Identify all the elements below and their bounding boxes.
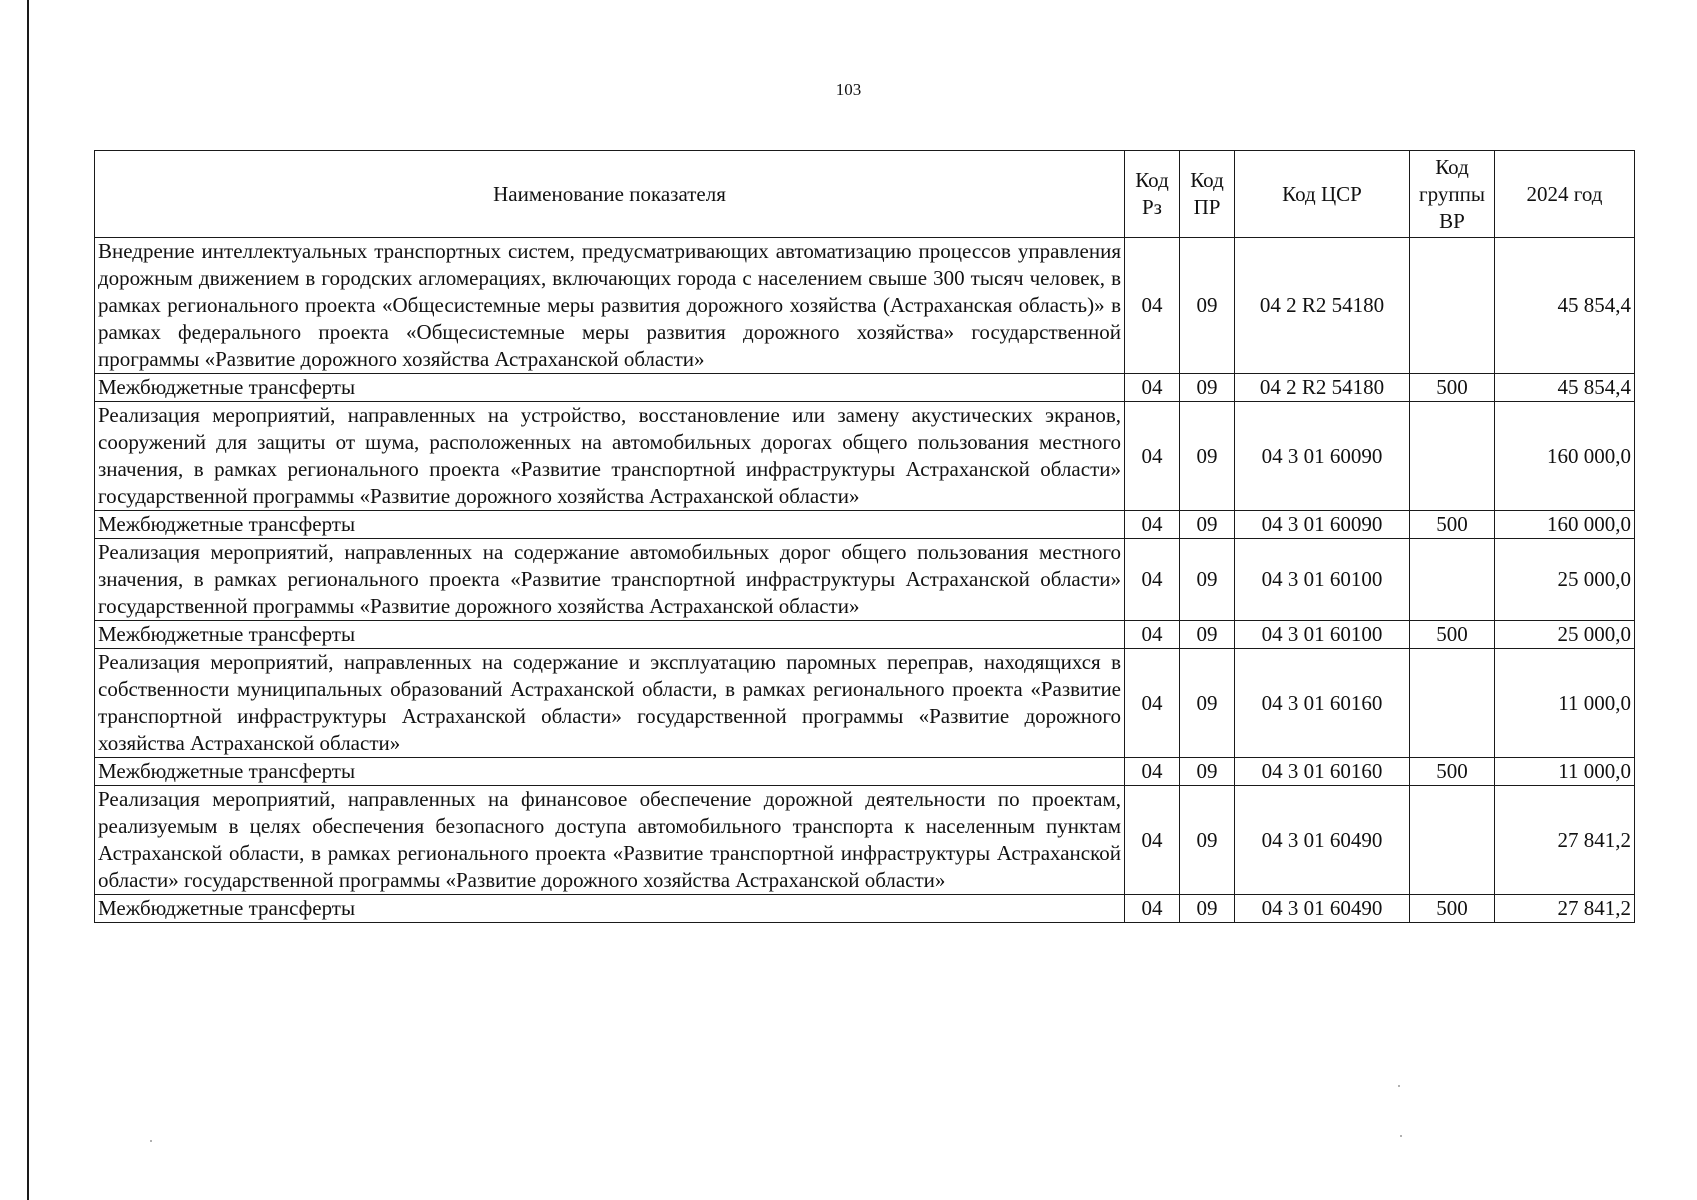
row-name: Реализация мероприятий, направленных на содержание автомобильных дорог общего пользования местного значения, в рамках регионального проекта «Развитие транспортной инфраструктуры Астраханской области» государственной программы «Развитие дорожного хозяйства Астраханской области» (95, 539, 1125, 621)
row-pr: 09 (1180, 539, 1235, 621)
scan-speck (150, 1140, 152, 1142)
row-vr (1410, 539, 1495, 621)
row-name: Межбюджетные трансферты (95, 895, 1125, 923)
row-amount: 27 841,2 (1495, 786, 1635, 895)
row-rz: 04 (1125, 374, 1180, 402)
row-amount: 27 841,2 (1495, 895, 1635, 923)
row-csr: 04 3 01 60490 (1235, 786, 1410, 895)
row-pr: 09 (1180, 895, 1235, 923)
row-csr: 04 3 01 60160 (1235, 649, 1410, 758)
row-csr: 04 3 01 60100 (1235, 621, 1410, 649)
row-pr: 09 (1180, 511, 1235, 539)
row-vr (1410, 786, 1495, 895)
row-csr: 04 2 R2 54180 (1235, 238, 1410, 374)
row-csr: 04 3 01 60090 (1235, 511, 1410, 539)
row-amount: 11 000,0 (1495, 649, 1635, 758)
row-vr: 500 (1410, 758, 1495, 786)
row-pr: 09 (1180, 374, 1235, 402)
row-rz: 04 (1125, 895, 1180, 923)
header-csr: Код ЦСР (1235, 151, 1410, 238)
table-row (95, 539, 1635, 621)
row-vr: 500 (1410, 621, 1495, 649)
row-amount: 45 854,4 (1495, 374, 1635, 402)
row-rz: 04 (1125, 511, 1180, 539)
row-name: Реализация мероприятий, направленных на содержание и эксплуатацию паромных переправ, находящихся в собственности муниципальных образований Астраханской области, в рамках регионального проекта «Развитие транспортной инфраструктуры Астраханской области» государственной программы «Развитие дорожного хозяйства Астраханской области» (95, 649, 1125, 758)
row-name: Межбюджетные трансферты (95, 621, 1125, 649)
row-name: Межбюджетные трансферты (95, 374, 1125, 402)
table-row (95, 238, 1635, 374)
row-csr: 04 3 01 60160 (1235, 758, 1410, 786)
header-name: Наименование показателя (95, 151, 1125, 238)
row-csr: 04 3 01 60090 (1235, 402, 1410, 511)
row-name: Межбюджетные трансферты (95, 758, 1125, 786)
table-row (95, 511, 1635, 539)
table-row (95, 895, 1635, 923)
row-pr: 09 (1180, 758, 1235, 786)
row-amount: 45 854,4 (1495, 238, 1635, 374)
table-row (95, 786, 1635, 895)
table-row (95, 758, 1635, 786)
table-row (95, 621, 1635, 649)
table-row (95, 402, 1635, 511)
row-pr: 09 (1180, 238, 1235, 374)
scan-speck (1398, 1085, 1400, 1087)
row-amount: 25 000,0 (1495, 621, 1635, 649)
budget-table (94, 150, 1635, 923)
row-pr: 09 (1180, 786, 1235, 895)
header-pr: Код ПР (1180, 151, 1235, 238)
row-pr: 09 (1180, 402, 1235, 511)
row-csr: 04 3 01 60490 (1235, 895, 1410, 923)
row-amount: 25 000,0 (1495, 539, 1635, 621)
row-amount: 160 000,0 (1495, 511, 1635, 539)
row-pr: 09 (1180, 621, 1235, 649)
row-csr: 04 3 01 60100 (1235, 539, 1410, 621)
table-row (95, 374, 1635, 402)
row-name: Внедрение интеллектуальных транспортных систем, предусматривающих автоматизацию процессов управления дорожным движением в городских агломерациях, включающих города с населением свыше 300 тысяч человек, в рамках регионального проекта «Общесистемные меры развития дорожного хозяйства (Астраханская область)» в рамках федерального проекта «Общесистемные меры развития дорожного хозяйства» государственной программы «Развитие дорожного хозяйства Астраханской области» (95, 238, 1125, 374)
row-vr: 500 (1410, 374, 1495, 402)
row-vr: 500 (1410, 895, 1495, 923)
header-rz: Код Рз (1125, 151, 1180, 238)
row-rz: 04 (1125, 621, 1180, 649)
row-pr: 09 (1180, 649, 1235, 758)
row-amount: 160 000,0 (1495, 402, 1635, 511)
header-year: 2024 год (1495, 151, 1635, 238)
scan-speck (1400, 1135, 1402, 1137)
row-amount: 11 000,0 (1495, 758, 1635, 786)
row-name: Реализация мероприятий, направленных на финансовое обеспечение дорожной деятельности по проектам, реализуемым в целях обеспечения безопасного доступа автомобильного транспорта к населенным пунктам Астраханской области, в рамках регионального проекта «Развитие транспортной инфраструктуры Астраханской области» государственной программы «Развитие дорожного хозяйства Астраханской области» (95, 786, 1125, 895)
row-rz: 04 (1125, 402, 1180, 511)
row-name: Реализация мероприятий, направленных на устройство, восстановление или замену акустических экранов, сооружений для защиты от шума, расположенных на автомобильных дорогах общего пользования местного значения, в рамках регионального проекта «Развитие транспортной инфраструктуры Астраханской области» государственной программы «Развитие дорожного хозяйства Астраханской области» (95, 402, 1125, 511)
table-header-row (95, 151, 1635, 238)
row-vr (1410, 402, 1495, 511)
row-csr: 04 2 R2 54180 (1235, 374, 1410, 402)
page-number: 103 (835, 80, 862, 99)
row-vr (1410, 238, 1495, 374)
row-rz: 04 (1125, 539, 1180, 621)
row-vr (1410, 649, 1495, 758)
table-row (95, 649, 1635, 758)
row-rz: 04 (1125, 758, 1180, 786)
row-vr: 500 (1410, 511, 1495, 539)
row-rz: 04 (1125, 649, 1180, 758)
row-name: Межбюджетные трансферты (95, 511, 1125, 539)
binding-edge-line (27, 0, 29, 1200)
header-vr: Код группы ВР (1410, 151, 1495, 238)
row-rz: 04 (1125, 238, 1180, 374)
row-rz: 04 (1125, 786, 1180, 895)
